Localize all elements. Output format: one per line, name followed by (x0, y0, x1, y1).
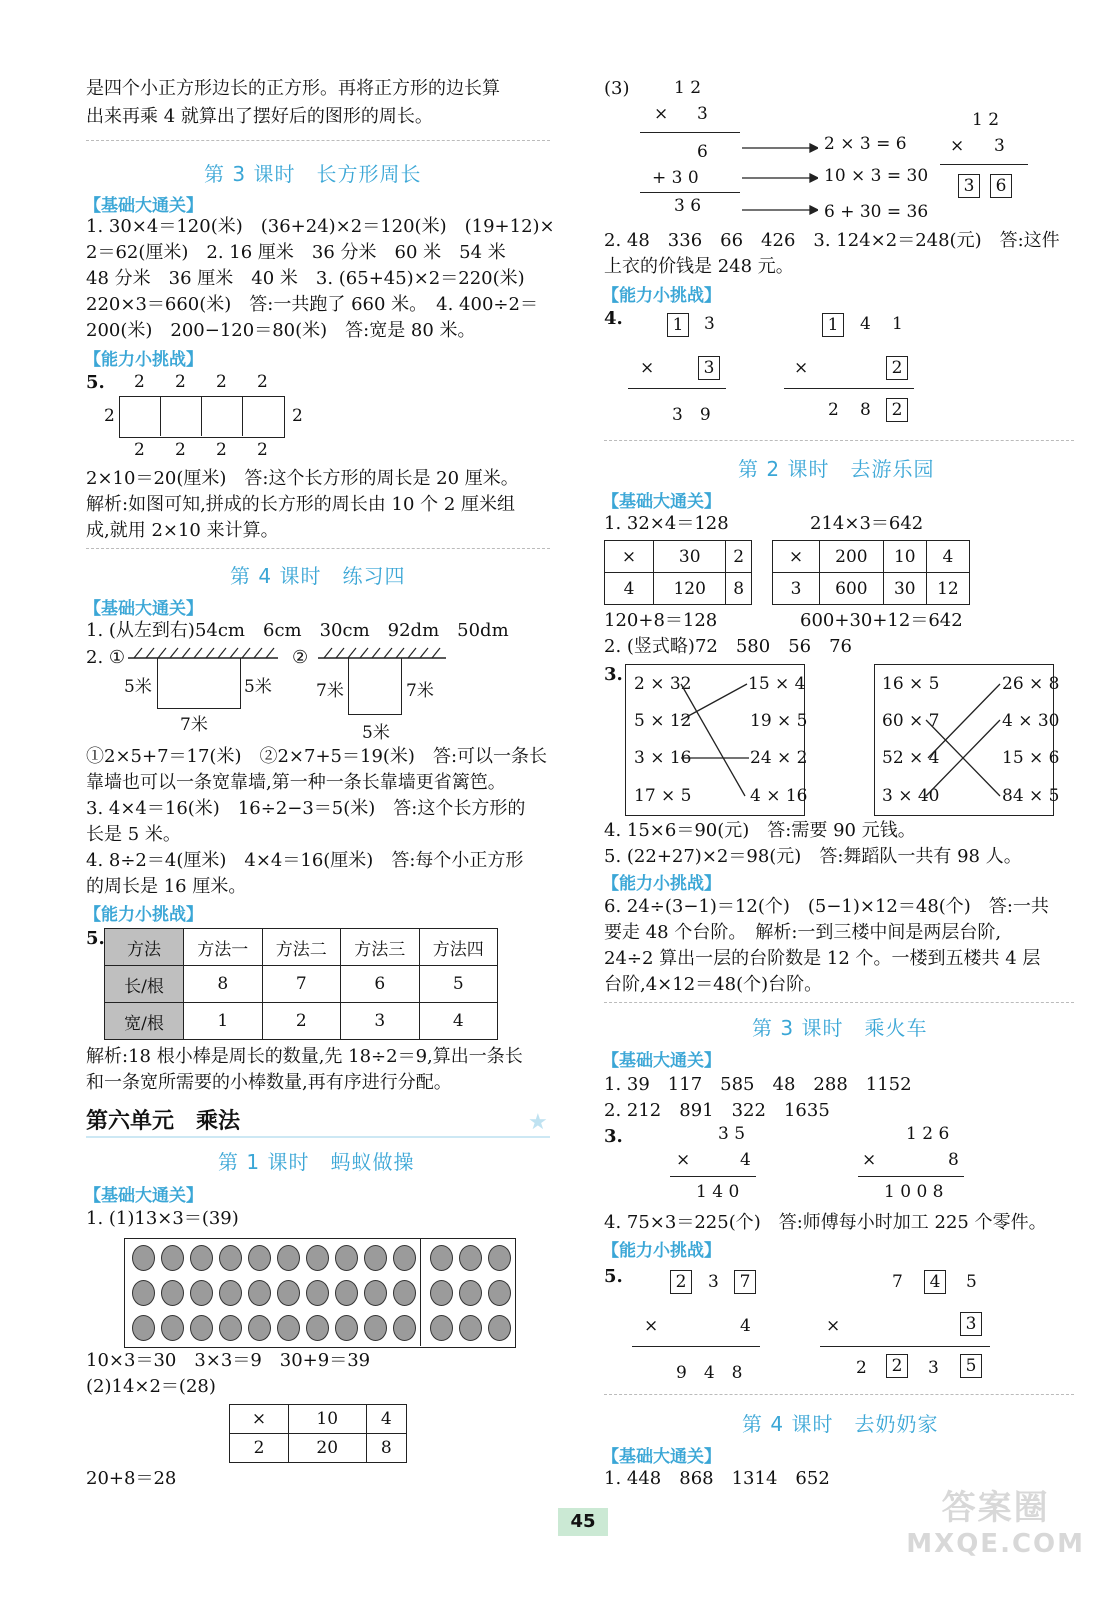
v3a-a: 3 5 (718, 1124, 746, 1144)
side-num: 2 (104, 406, 115, 426)
cell: 10 (883, 541, 926, 573)
dot (488, 1245, 511, 1271)
v1-op: × (654, 104, 669, 124)
answer-box: 5 (960, 1354, 982, 1378)
r-l2-q1b: 214×3＝642 (810, 513, 924, 534)
match2-right: 4 × 30 (1002, 711, 1060, 731)
answer-box: 2 (886, 398, 908, 422)
cell: 4 (366, 1405, 407, 1434)
dot (277, 1315, 300, 1341)
watermark (906, 1480, 1085, 1559)
v3a-b: 4 (740, 1150, 751, 1170)
r-l4-q1: 1. 448 868 1314 652 (604, 1468, 830, 1489)
answer-box: 3 (960, 1312, 982, 1336)
divider (86, 548, 550, 549)
u1-q2: (2)14×2＝(28) (86, 1376, 216, 1397)
tag-basic: 【基础大通关】 (84, 196, 203, 216)
dot (248, 1280, 271, 1306)
cell: 5 (419, 966, 498, 1003)
dot (430, 1245, 453, 1271)
dot (364, 1280, 387, 1306)
match2-left: 16 × 5 (882, 674, 940, 694)
r-q3-label: (3) (604, 78, 630, 99)
r-l2-q2: 2. (竖式略)72 580 56 76 (604, 636, 853, 657)
dot (393, 1245, 416, 1271)
arrow-eq-1: 2 × 3 = 6 (824, 134, 907, 154)
tag-basic: 【基础大通关】 (84, 599, 203, 619)
dot (277, 1280, 300, 1306)
rect-divider (160, 396, 161, 436)
tag-challenge: 【能力小挑战】 (84, 350, 203, 370)
l3-expl-1: 解析:如图可知,拼成的长方形的周长由 10 个 2 厘米组 (86, 494, 516, 515)
rect-divider (201, 396, 202, 436)
arrow-eq-2: 10 × 3 = 30 (824, 166, 929, 186)
v2-op: × (950, 136, 965, 156)
cell: × (230, 1405, 289, 1434)
dot (459, 1245, 482, 1271)
tag-basic: 【基础大通关】 (602, 1447, 721, 1467)
puz2-a3: 1 (892, 314, 903, 334)
v3a-op: × (676, 1150, 691, 1170)
arrow-icons (742, 138, 818, 218)
cell: 4 (419, 1003, 498, 1040)
answer-box: 3 (698, 356, 720, 380)
fig2-left: 7米 (316, 681, 344, 701)
l4-line-2: 靠墙也可以一条宽靠墙,第一种一条长靠墙更省篱笆。 (86, 772, 506, 793)
fig1-bottom: 7米 (180, 715, 208, 735)
p5a-r: 9 4 8 (676, 1363, 743, 1383)
puz1-op: × (640, 358, 655, 378)
r-t2-sum: 600+30+12＝642 (800, 610, 963, 631)
match2-right: 26 × 8 (1002, 674, 1060, 694)
cell: 8 (726, 573, 752, 605)
unit-underline (86, 1136, 550, 1138)
match1-left: 5 × 12 (634, 711, 692, 731)
match-lines-1 (625, 664, 803, 814)
l4-q2: 2. ① (86, 647, 126, 668)
dot (248, 1315, 271, 1341)
top-num: 2 (134, 372, 145, 392)
dot (488, 1280, 511, 1306)
r-q4-label: 4. (604, 308, 623, 329)
l3-q5-label: 5. (86, 372, 105, 393)
dot (161, 1315, 184, 1341)
l4-expl-2: 和一条宽所需要的小棒数量,再有序进行分配。 (86, 1072, 452, 1093)
v3b-b: 8 (948, 1150, 959, 1170)
puz2-rule (784, 388, 914, 389)
dot (219, 1280, 242, 1306)
cell: 30 (883, 573, 926, 605)
answer-box: 2 (886, 356, 908, 380)
match1-left: 3 × 16 (634, 748, 692, 768)
p5b-rule (820, 1346, 990, 1347)
dot (430, 1280, 453, 1306)
match2-left: 3 × 40 (882, 786, 940, 806)
arrow-eq-3: 6 + 30 = 36 (824, 202, 929, 222)
v3b-rule (858, 1176, 964, 1177)
r-q23-1: 2. 48 336 66 426 3. 124×2＝248(元) 答:这件 (604, 230, 1060, 251)
r-l2-line-1: 4. 15×6＝90(元) 答:需要 90 元钱。 (604, 820, 916, 841)
side-num: 2 (292, 406, 303, 426)
dot (190, 1245, 213, 1271)
fig2-bottom: 5米 (362, 723, 390, 743)
page-number: 45 (558, 1508, 608, 1536)
v1-b: 3 (697, 104, 708, 124)
l3-expl-2: 成,就用 2×10 来计算。 (86, 520, 279, 541)
r-l2-q6-2: 要走 48 个台阶。 解析:一到三楼中间是两层台阶, (604, 922, 1002, 943)
dot (132, 1280, 155, 1306)
p5b-op: × (826, 1316, 841, 1336)
dot-grid-divider (420, 1238, 421, 1346)
l4-line-6: 的周长是 16 厘米。 (86, 876, 247, 897)
dot (306, 1245, 329, 1271)
cell: 8 (366, 1434, 407, 1463)
r-l3-q4: 4. 75×3＝225(个) 答:师傅每小时加工 225 个零件。 (604, 1212, 1047, 1233)
cell: 8 (184, 966, 263, 1003)
dot (459, 1315, 482, 1341)
p5a-op: × (644, 1316, 659, 1336)
p5b-r1: 2 (856, 1358, 867, 1378)
answer-box: 2 (886, 1354, 908, 1378)
u1-sum: 20+8＝28 (86, 1468, 177, 1489)
v3a-rule (670, 1176, 756, 1177)
r-q23-2: 上衣的价钱是 248 元。 (604, 256, 794, 277)
r-l2-q6-1: 6. 24÷(3−1)＝12(个) (5−1)×12＝48(个) 答:一共 (604, 896, 1049, 917)
fence-rect-1 (157, 658, 241, 709)
l4-line-1: ①2×5+7＝17(米) ②2×7+5＝19(米) 答:可以一条长 (86, 746, 548, 767)
fig1-right: 5米 (244, 677, 272, 697)
cell: 20 (289, 1434, 367, 1463)
bottom-num: 2 (175, 440, 186, 460)
v2-rule (940, 164, 1028, 165)
u1-title: 第 1 课时 蚂蚁做操 (218, 1150, 415, 1174)
p5a-a2: 3 (708, 1272, 719, 1292)
answer-box: 4 (924, 1270, 946, 1294)
u1-calc: 10×3＝30 3×3＝9 30+9＝39 (86, 1350, 371, 1371)
dot (393, 1280, 416, 1306)
th: 方法一 (184, 929, 263, 966)
match1-right: 24 × 2 (750, 748, 808, 768)
dot (459, 1280, 482, 1306)
r-l3-q3: 3. (604, 1126, 623, 1147)
r-l2-q1a: 1. 32×4＝128 (604, 513, 729, 534)
dot (364, 1315, 387, 1341)
l3-line-3: 48 分米 36 厘米 40 米 3. (65+45)×2＝220(米) (86, 268, 525, 289)
cell: 6 (341, 966, 420, 1003)
l4-q1: 1. (从左到右)54cm 6cm 30cm 92dm 50dm (86, 620, 509, 641)
l3-line-1: 1. 30×4＝120(米) (36+24)×2＝120(米) (19+12)× (86, 216, 555, 237)
p5a-b: 4 (740, 1316, 751, 1336)
dot (219, 1315, 242, 1341)
tag-challenge: 【能力小挑战】 (602, 286, 721, 306)
fig2-right: 7米 (406, 681, 434, 701)
method-table (104, 928, 498, 1040)
top-num: 2 (257, 372, 268, 392)
top-num: 2 (216, 372, 227, 392)
dot (430, 1315, 453, 1341)
l4-line-3: 3. 4×4＝16(米) 16÷2−3＝5(米) 答:这个长方形的 (86, 798, 526, 819)
l4-q2b: ② (292, 647, 309, 668)
r-t1-sum: 120+8＝128 (604, 610, 718, 631)
dot (132, 1245, 155, 1271)
l3-answer: 2×10＝20(厘米) 答:这个长方形的周长是 20 厘米。 (86, 468, 519, 489)
v1-rule (640, 132, 740, 133)
cell: 2 (726, 541, 752, 573)
watermark-line1: 答案圈 (941, 1488, 1050, 1528)
answer-box: 6 (990, 174, 1012, 198)
l3-line-2: 2＝62(厘米) 2. 16 厘米 36 分米 60 米 54 米 (86, 242, 506, 263)
r-lesson3-title: 第 3 课时 乘火车 (752, 1016, 928, 1040)
bottom-num: 2 (257, 440, 268, 460)
answer-box: 3 (958, 174, 980, 198)
dot (364, 1245, 387, 1271)
tag-challenge: 【能力小挑战】 (602, 1241, 721, 1261)
dot (393, 1315, 416, 1341)
th: 方法 (105, 929, 184, 966)
row-head: 长/根 (105, 966, 184, 1003)
r-l2-q6-4: 台阶,4×12＝48(个)台阶。 (604, 974, 823, 995)
intro-line-1: 是四个小正方形边长的正方形。再将正方形的边长算 (86, 78, 500, 99)
r-lesson4-title: 第 4 课时 去奶奶家 (742, 1412, 939, 1436)
cell: 12 (926, 573, 969, 605)
star-icon: ★ (528, 1110, 548, 1135)
divider (86, 140, 550, 141)
v3b-a: 1 2 6 (906, 1124, 950, 1144)
tag-basic: 【基础大通关】 (602, 1051, 721, 1071)
r-l3-q5: 5. (604, 1266, 623, 1287)
tag-challenge: 【能力小挑战】 (84, 905, 203, 925)
dot (190, 1280, 213, 1306)
p5b-a1: 7 (892, 1272, 903, 1292)
u1-table (229, 1404, 407, 1463)
cell: 600 (820, 573, 884, 605)
puz1-a2: 3 (704, 314, 715, 334)
dot (335, 1315, 358, 1341)
bottom-num: 2 (216, 440, 227, 460)
match1-right: 19 × 5 (750, 711, 808, 731)
answer-box: 1 (667, 313, 689, 337)
l3-line-5: 200(米) 200−120＝80(米) 答:宽是 80 米。 (86, 320, 476, 341)
cell: 120 (654, 573, 726, 605)
v1-a: 1 2 (674, 78, 702, 98)
puz1-r: 3 9 (672, 405, 711, 425)
unit-title: 第六单元 乘法 (86, 1109, 241, 1134)
dot (306, 1315, 329, 1341)
divider (604, 1394, 1074, 1395)
rect-figure (119, 396, 285, 438)
r-q3: 3. (604, 664, 623, 685)
cell: 3 (773, 573, 820, 605)
r-l3-q2: 2. 212 891 322 1635 (604, 1100, 830, 1121)
cell: 2 (262, 1003, 341, 1040)
match2-left: 52 × 4 (882, 748, 940, 768)
top-num: 2 (175, 372, 186, 392)
l4-q5-label: 5. (86, 928, 105, 949)
fig1-left: 5米 (124, 677, 152, 697)
dot (219, 1245, 242, 1271)
dot (161, 1280, 184, 1306)
match1-left: 2 × 32 (634, 674, 692, 694)
answer-box: 7 (734, 1270, 756, 1294)
v2-a: 1 2 (972, 110, 1000, 130)
dot (161, 1245, 184, 1271)
dot (488, 1315, 511, 1341)
bottom-num: 2 (134, 440, 145, 460)
dot (335, 1280, 358, 1306)
cell: 2 (230, 1434, 289, 1463)
puz2-op: × (794, 358, 809, 378)
puz2-a2: 4 (860, 314, 871, 334)
intro-line-2: 出来再乘 4 就算出了摆好后的图形的周长。 (86, 106, 433, 127)
v3b-r: 1 0 0 8 (884, 1182, 944, 1202)
match2-right: 84 × 5 (1002, 786, 1060, 806)
match1-right: 15 × 4 (748, 674, 806, 694)
r-table-1 (604, 540, 752, 605)
cell: 7 (262, 966, 341, 1003)
dot (335, 1245, 358, 1271)
v3b-op: × (862, 1150, 877, 1170)
cell: 4 (926, 541, 969, 573)
puz1-rule (628, 388, 726, 389)
answer-box: 1 (822, 313, 844, 337)
cell: 10 (289, 1405, 367, 1434)
tag-basic: 【基础大通关】 (602, 492, 721, 512)
cell: 30 (654, 541, 726, 573)
th: 方法二 (262, 929, 341, 966)
match2-right: 15 × 6 (1002, 748, 1060, 768)
lesson3-title: 第 3 课时 长方形周长 (204, 162, 422, 186)
p5a-rule (632, 1346, 760, 1347)
lesson4-title: 第 4 课时 练习四 (230, 564, 406, 588)
cell: 200 (820, 541, 884, 573)
puz2-r2: 8 (860, 400, 871, 420)
match1-right: 4 × 16 (750, 786, 808, 806)
v1-p1: 6 (697, 142, 708, 162)
th: 方法四 (419, 929, 498, 966)
puz2-r1: 2 (828, 400, 839, 420)
l4-expl-1: 解析:18 根小棒是周长的数量,先 18÷2＝9,算出一条长 (86, 1046, 523, 1067)
dot (190, 1315, 213, 1341)
watermark-line2: MXQE.COM (906, 1529, 1085, 1559)
v3a-r: 1 4 0 (696, 1182, 740, 1202)
l4-line-5: 4. 8÷2＝4(厘米) 4×4＝16(厘米) 答:每个小正方形 (86, 850, 524, 871)
v1-rule (640, 192, 740, 193)
cell: 4 (605, 573, 654, 605)
cell: 3 (341, 1003, 420, 1040)
cell: 1 (184, 1003, 263, 1040)
p5b-r3: 3 (928, 1358, 939, 1378)
r-l2-q6-3: 24÷2 算出一层的台阶数是 12 个。一楼到五楼共 4 层 (604, 948, 1041, 969)
divider (604, 440, 1074, 441)
r-table-2 (772, 540, 970, 605)
th: 方法三 (341, 929, 420, 966)
l3-line-4: 220×3＝660(米) 答:一共跑了 660 米。 4. 400÷2＝ (86, 294, 538, 315)
r-lesson2-title: 第 2 课时 去游乐园 (738, 457, 935, 481)
dot (132, 1315, 155, 1341)
dot (277, 1245, 300, 1271)
cell: × (605, 541, 654, 573)
v1-p2: + 3 0 (652, 168, 699, 188)
tag-challenge: 【能力小挑战】 (602, 874, 721, 894)
tag-basic: 【基础大通关】 (84, 1186, 203, 1206)
r-l3-q1: 1. 39 117 585 48 288 1152 (604, 1074, 912, 1095)
v2-b: 3 (994, 136, 1005, 156)
answer-box: 2 (670, 1270, 692, 1294)
divider (604, 1002, 1074, 1003)
u1-q1: 1. (1)13×3＝(39) (86, 1208, 239, 1229)
v1-r: 3 6 (674, 196, 702, 216)
dot (306, 1280, 329, 1306)
match2-left: 60 × 7 (882, 711, 940, 731)
p5b-a3: 5 (966, 1272, 977, 1292)
row-head: 宽/根 (105, 1003, 184, 1040)
fence-rect-2 (348, 658, 402, 715)
dot (248, 1245, 271, 1271)
r-l2-line-2: 5. (22+27)×2＝98(元) 答:舞蹈队一共有 98 人。 (604, 846, 1022, 867)
match1-left: 17 × 5 (634, 786, 692, 806)
cell: × (773, 541, 820, 573)
rect-divider (242, 396, 243, 436)
match-lines-2 (874, 664, 1052, 814)
l4-line-4: 长是 5 米。 (86, 824, 181, 845)
